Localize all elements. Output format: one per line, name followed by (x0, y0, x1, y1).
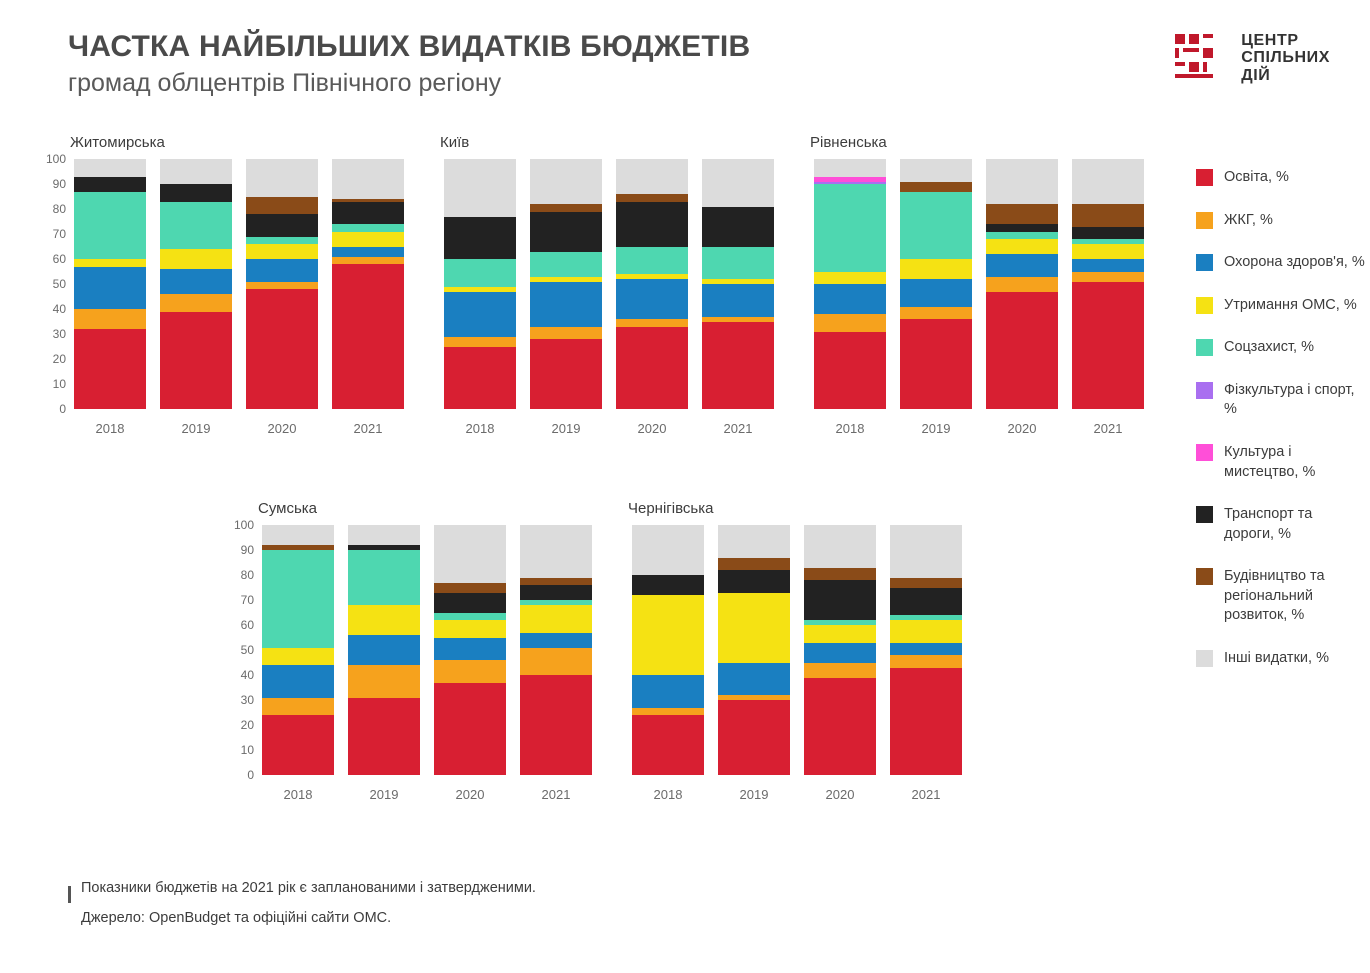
bar-segment (616, 194, 688, 202)
legend-label: Фізкультура і спорт, % (1224, 381, 1355, 418)
x-axis-label: 2018 (95, 421, 125, 436)
stacked-bar (616, 159, 688, 409)
bar-segment (1072, 227, 1144, 240)
bar-segment (986, 224, 1058, 232)
stacked-bar (348, 525, 420, 775)
bar-segment (900, 319, 972, 409)
bar-segment (718, 570, 790, 593)
stacked-bar (246, 159, 318, 409)
bar-segment (890, 620, 962, 643)
legend-item (1196, 381, 1366, 420)
bar-segment (804, 643, 876, 663)
y-axis-tick: 20 (52, 352, 66, 366)
plot-area (780, 159, 1150, 409)
bar-segment (900, 159, 972, 182)
x-axis (814, 421, 1144, 436)
bar-segment (814, 332, 886, 410)
x-axis-label: 2020 (267, 421, 297, 436)
logo-line-3: ДІЙ (1241, 66, 1271, 84)
bar-segment (332, 159, 404, 199)
bar-segment (348, 698, 420, 776)
bar-segment (520, 675, 592, 775)
bar-segment (246, 259, 318, 282)
bar-segment (444, 337, 516, 347)
bar-segment (520, 585, 592, 600)
stacked-bar (702, 159, 774, 409)
footer-accent-bar (68, 886, 71, 903)
legend-item (1196, 567, 1366, 626)
bar-segment (814, 272, 886, 285)
logo-text (1241, 32, 1330, 84)
bar-segment (900, 192, 972, 260)
bar-segment (1072, 272, 1144, 282)
legend-label: Утримання ОМС, % (1224, 296, 1357, 313)
y-axis-tick: 50 (52, 277, 66, 291)
bar-segment (520, 633, 592, 648)
bar-segment (246, 244, 318, 259)
x-axis-label: 2018 (653, 787, 683, 802)
stacked-bar (444, 159, 516, 409)
stacked-bar (520, 525, 592, 775)
logo-line-1: ЦЕНТР (1241, 32, 1299, 50)
bar-segment (814, 314, 886, 332)
bar-segment (530, 204, 602, 212)
bar-segment (262, 715, 334, 775)
legend-item (1196, 296, 1366, 316)
panel-title: Чернігівська (628, 500, 714, 517)
panel-title: Сумська (258, 500, 318, 517)
bar-segment (262, 648, 334, 666)
bar-segment (814, 284, 886, 314)
bar-segment (530, 212, 602, 252)
bar-segment (530, 252, 602, 277)
bar-segment (530, 159, 602, 204)
bar-segment (900, 182, 972, 192)
stacked-bar (262, 525, 334, 775)
y-axis-tick: 100 (45, 152, 66, 166)
bar-segment (804, 580, 876, 620)
bar-segment (632, 595, 704, 675)
bar-segment (986, 254, 1058, 277)
bar-segment (1072, 259, 1144, 272)
bar-segment (702, 247, 774, 280)
bar-segment (804, 678, 876, 776)
bar-segment (702, 322, 774, 410)
bar-segment (74, 309, 146, 329)
legend-item (1196, 338, 1366, 358)
legend-swatch-icon (1196, 212, 1213, 229)
bar-segment (890, 655, 962, 668)
y-axis-tick: 60 (52, 252, 66, 266)
bar-segment (332, 232, 404, 247)
stacked-bar (530, 159, 602, 409)
bar-segment (160, 294, 232, 312)
y-axis-tick: 0 (247, 768, 254, 782)
bar-segment (348, 665, 420, 698)
bar-segment (160, 159, 232, 184)
legend-swatch-icon (1196, 568, 1213, 585)
logo-line-2: СПІЛЬНИХ (1241, 49, 1330, 67)
y-axis-tick: 10 (52, 377, 66, 391)
legend-item (1196, 443, 1366, 482)
bar-segment (160, 249, 232, 269)
bar-segment (160, 184, 232, 202)
bar-segment (444, 292, 516, 337)
legend-label: Соцзахист, % (1224, 339, 1314, 356)
bar-segment (804, 663, 876, 678)
bar-segment (1072, 282, 1144, 410)
y-axis-tick: 70 (240, 593, 254, 607)
bar-segment (718, 700, 790, 775)
bar-segment (246, 214, 318, 237)
bar-group (814, 159, 1144, 409)
bar-segment (890, 643, 962, 656)
bar-segment (804, 525, 876, 568)
bar-segment (616, 319, 688, 327)
bar-segment (718, 663, 790, 696)
bar-segment (160, 312, 232, 410)
bar-segment (434, 613, 506, 621)
footer (68, 880, 536, 940)
plot-area (228, 518, 598, 782)
y-axis-tick: 70 (52, 227, 66, 241)
footer-source: Джерело: OpenBudget та офіційні сайти ОМС. (81, 910, 392, 926)
stacked-bar (632, 525, 704, 775)
legend-swatch-icon (1196, 297, 1213, 314)
bar-segment (262, 665, 334, 698)
legend-label: ЖКГ, % (1224, 211, 1273, 228)
bar-group (262, 525, 592, 775)
stacked-bar (986, 159, 1058, 409)
bar-segment (632, 708, 704, 716)
bar-segment (986, 277, 1058, 292)
y-axis-tick: 90 (240, 543, 254, 557)
footer-note: Показники бюджетів на 2021 рік є запланованими і затвердженими. (81, 880, 536, 896)
x-axis-label: 2018 (465, 421, 495, 436)
bar-segment (434, 683, 506, 776)
bar-segment (74, 329, 146, 409)
panel-title: Житомирська (70, 134, 165, 151)
bar-segment (890, 668, 962, 776)
bar-segment (444, 217, 516, 260)
bar-segment (530, 339, 602, 409)
bar-segment (702, 284, 774, 317)
x-axis-label: 2020 (1007, 421, 1037, 436)
chart-panel (598, 500, 968, 802)
bar-segment (246, 282, 318, 290)
y-axis-tick: 80 (240, 568, 254, 582)
bar-segment (616, 159, 688, 194)
panel-title: Київ (440, 134, 470, 151)
bar-segment (986, 232, 1058, 240)
bar-segment (262, 550, 334, 648)
stacked-bar (890, 525, 962, 775)
bar-segment (246, 237, 318, 245)
x-axis-label: 2021 (1093, 421, 1123, 436)
bar-segment (986, 159, 1058, 204)
bar-segment (530, 282, 602, 327)
stacked-bar (160, 159, 232, 409)
bar-segment (434, 583, 506, 593)
panel-title: Рівненська (810, 134, 887, 151)
logo (1173, 30, 1330, 86)
bar-segment (616, 202, 688, 247)
y-axis-tick: 40 (240, 668, 254, 682)
bar-segment (74, 267, 146, 310)
bar-segment (530, 327, 602, 340)
bar-segment (718, 558, 790, 571)
bar-segment (804, 568, 876, 581)
bar-segment (804, 625, 876, 643)
x-axis-label: 2019 (181, 421, 211, 436)
x-axis-label: 2019 (551, 421, 581, 436)
legend-label: Інші видатки, % (1224, 649, 1329, 666)
bar-segment (246, 197, 318, 215)
y-axis (40, 152, 70, 416)
legend-swatch-icon (1196, 339, 1213, 356)
bar-segment (718, 593, 790, 663)
y-axis (228, 518, 258, 782)
bar-group (74, 159, 404, 409)
bar-segment (986, 204, 1058, 224)
bar-segment (890, 525, 962, 578)
bar-segment (246, 289, 318, 409)
bar-segment (348, 605, 420, 635)
bar-segment (890, 588, 962, 616)
bar-segment (160, 269, 232, 294)
x-axis-label: 2021 (911, 787, 941, 802)
bar-segment (444, 159, 516, 217)
legend-swatch-icon (1196, 254, 1213, 271)
x-axis-label: 2020 (455, 787, 485, 802)
bar-segment (1072, 204, 1144, 227)
y-axis-tick: 30 (52, 327, 66, 341)
legend-label: Охорона здоров'я, % (1224, 254, 1365, 271)
bar-group (632, 525, 962, 775)
x-axis-label: 2021 (541, 787, 571, 802)
stacked-bar (74, 159, 146, 409)
bar-segment (434, 620, 506, 638)
bar-segment (890, 578, 962, 588)
bar-segment (632, 675, 704, 708)
y-axis-tick: 10 (240, 743, 254, 757)
x-axis (632, 787, 962, 802)
x-axis-label: 2021 (353, 421, 383, 436)
bar-segment (434, 638, 506, 661)
x-axis (74, 421, 404, 436)
bar-segment (74, 159, 146, 177)
legend-item (1196, 505, 1366, 544)
x-axis-label: 2020 (825, 787, 855, 802)
x-axis-label: 2018 (283, 787, 313, 802)
x-axis-label: 2018 (835, 421, 865, 436)
bar-segment (444, 347, 516, 410)
bar-segment (332, 224, 404, 232)
legend-swatch-icon (1196, 382, 1213, 399)
bar-segment (520, 605, 592, 633)
bar-segment (74, 259, 146, 267)
bar-segment (434, 593, 506, 613)
y-axis-tick: 100 (233, 518, 254, 532)
bar-segment (1072, 159, 1144, 204)
x-axis-label: 2019 (369, 787, 399, 802)
y-axis-tick: 0 (59, 402, 66, 416)
logo-mark-icon (1173, 30, 1229, 86)
bar-segment (520, 648, 592, 676)
bar-segment (348, 525, 420, 545)
bar-segment (332, 257, 404, 265)
legend-label: Освіта, % (1224, 169, 1289, 185)
bar-segment (986, 239, 1058, 254)
legend-label: Культура і мистецтво, % (1224, 443, 1316, 480)
bar-segment (246, 159, 318, 197)
chart-panel (410, 134, 780, 436)
stacked-bar (332, 159, 404, 409)
page-subtitle: громад облцентрів Північного регіону (68, 69, 502, 97)
bar-segment (900, 279, 972, 307)
y-axis-tick: 60 (240, 618, 254, 632)
bar-segment (632, 525, 704, 575)
y-axis-tick: 90 (52, 177, 66, 191)
bar-segment (814, 159, 886, 177)
page-title: ЧАСТКА НАЙБІЛЬШИХ ВИДАТКІВ БЮДЖЕТІВ (68, 30, 751, 63)
bar-segment (332, 247, 404, 257)
legend-item (1196, 253, 1366, 273)
header (68, 30, 750, 98)
bar-segment (616, 247, 688, 275)
stacked-bar (900, 159, 972, 409)
bar-segment (74, 192, 146, 260)
bar-segment (616, 327, 688, 410)
plot-area (410, 159, 780, 409)
plot-area (40, 152, 410, 416)
stacked-bar (814, 159, 886, 409)
legend-item (1196, 211, 1366, 231)
legend-item (1196, 168, 1366, 188)
x-axis (444, 421, 774, 436)
bar-segment (520, 578, 592, 586)
bar-segment (348, 550, 420, 605)
x-axis-label: 2019 (921, 421, 951, 436)
y-axis-tick: 50 (240, 643, 254, 657)
legend-swatch-icon (1196, 169, 1213, 186)
chart-panel (228, 500, 598, 802)
bar-segment (1072, 244, 1144, 259)
legend-swatch-icon (1196, 444, 1213, 461)
chart-panel (780, 134, 1150, 436)
bar-segment (900, 307, 972, 320)
bar-segment (332, 264, 404, 409)
x-axis-label: 2021 (723, 421, 753, 436)
legend-item (1196, 649, 1366, 669)
legend-swatch-icon (1196, 650, 1213, 667)
chart-panel (40, 134, 410, 436)
stacked-bar (1072, 159, 1144, 409)
legend-label: Будівництво та регіональний розвиток, % (1224, 568, 1325, 624)
legend-swatch-icon (1196, 506, 1213, 523)
y-axis-tick: 30 (240, 693, 254, 707)
bar-segment (332, 202, 404, 225)
bar-segment (444, 259, 516, 287)
stacked-bar (804, 525, 876, 775)
bar-segment (434, 660, 506, 683)
bar-segment (900, 259, 972, 279)
plot-area (598, 525, 968, 775)
stacked-bar (434, 525, 506, 775)
bar-segment (616, 279, 688, 319)
bar-segment (262, 525, 334, 545)
bar-segment (520, 525, 592, 578)
bar-segment (702, 207, 774, 247)
bar-segment (632, 715, 704, 775)
x-axis-label: 2020 (637, 421, 667, 436)
bar-segment (262, 698, 334, 716)
x-axis-label: 2019 (739, 787, 769, 802)
x-axis (262, 787, 592, 802)
bar-group (444, 159, 774, 409)
bar-segment (434, 525, 506, 583)
bar-segment (702, 159, 774, 207)
legend-label: Транспорт та дороги, % (1224, 506, 1313, 542)
bar-segment (348, 635, 420, 665)
y-axis-tick: 80 (52, 202, 66, 216)
y-axis-tick: 20 (240, 718, 254, 732)
bar-segment (74, 177, 146, 192)
legend (1196, 168, 1366, 691)
y-axis-tick: 40 (52, 302, 66, 316)
stacked-bar (718, 525, 790, 775)
bar-segment (986, 292, 1058, 410)
bar-segment (632, 575, 704, 595)
bar-segment (814, 184, 886, 272)
bar-segment (160, 202, 232, 250)
bar-segment (718, 525, 790, 558)
